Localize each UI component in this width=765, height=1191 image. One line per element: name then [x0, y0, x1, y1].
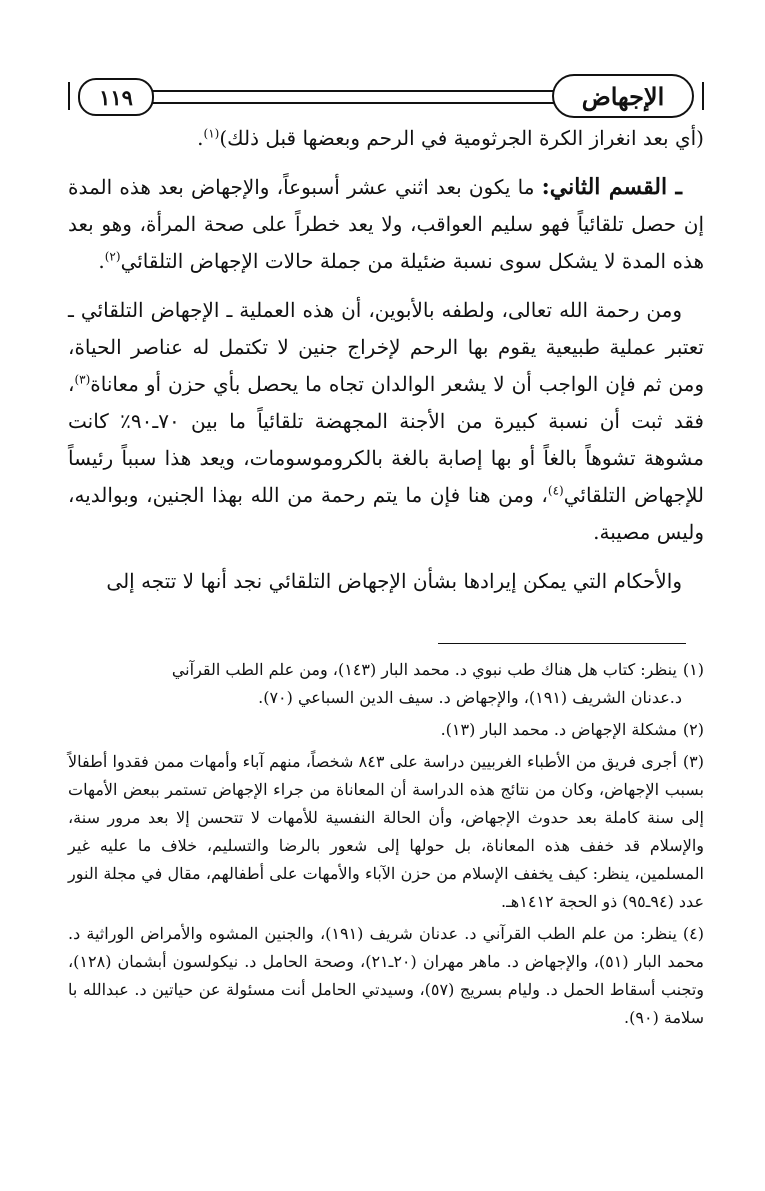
footnote-4: [68, 920, 704, 1032]
footnote-text: أجرى فريق من الأطباء الغربيين دراسة على ٨٤٣ شخصاً، منهم آباء وأمهات ممن فقدوا أطفالاً بسبب الإجهاض، وكان من نتائج هذه الدراسة أن المعاناة من جراء الإجهاض تستمر ببعض الأمهات إلى سنة كاملة بعد حدوث الإجهاض، وأن الحالة النفسية للأمهات لا تتحسن إلا بعد مرور سنة، والإسلام قد خفف هذه المعاناة، بل حولها إلى شعور بالرضا والتسليم، خلاف ما عليه غير المسلمين، ينظر: كيف يخفف الإسلام من حزن الآباء والأمهات على أطفالهم، مقال في مجلة النور عدد (٩٤ـ٩٥) ذو الحجة ١٤١٢هـ.: [68, 752, 704, 911]
paragraph-2-text: ما يكون بعد اثني عشر أسبوعاً، والإجهاض بعد هذه المدة إن حصل تلقائياً فهو سليم العواقب، ولا يعد خطراً على صحة المرأة، وهو بعد هذه المدة لا يشكل سوى نسبة ضئيلة من جملة حالات الإجهاض التلقائي: [68, 175, 704, 273]
paragraph-1-text: (أي بعد انغراز الكرة الجرثومية في الرحم وبعضها قبل ذلك): [219, 126, 704, 150]
paragraph-3-text-c: ، ومن هنا فإن ما يتم رحمة من الله بهذا الجنين، وبوالديه، وليس مصيبة.: [68, 483, 704, 544]
footnotes: [68, 656, 704, 1036]
footnote-1: [68, 656, 704, 712]
footnote-number: (٤): [682, 924, 704, 943]
footnote-ref-2[interactable]: (٢): [104, 249, 121, 264]
footnote-text: ينظر: كتاب هل هناك طب نبوي د. محمد البار (١٤٣)، ومن علم الطب القرآني: [171, 660, 677, 679]
header-right-bracket: [696, 82, 704, 110]
footnote-ref-3[interactable]: (٣): [74, 372, 91, 387]
main-text: [68, 120, 704, 612]
chapter-title: الإجهاض: [552, 74, 694, 118]
page-number: ١١٩: [78, 78, 154, 116]
footnote-text: ينظر: من علم الطب القرآني د. عدنان شريف (١٩١)، والجنين المشوه والأمراض الوراثية د. محمد البار (٥١)، والإجهاض د. ماهر مهران (٢٠ـ٢١)، وصحة الحامل د. نيكولسون أبشمان (١٢٨)، وتجنب أسقاط الحمل د. وليام بسريج (٥٧)، وسيدتي الحامل أنت مسئولة عن حياتين د. عبدالله با سلامة (٩٠).: [68, 924, 705, 1027]
footnote-number: (١): [682, 660, 704, 679]
paragraph-2: ـ القسم الثاني: ما يكون بعد اثني عشر أسبوعاً، والإجهاض بعد هذه المدة إن حصل تلقائياً فهو سليم العواقب، ولا يعد خطراً على صحة المرأة، وهو بعد هذه المدة لا يشكل سوى نسبة ضئيلة من جملة حالات الإجهاض التلقائي$^{(٢)}$.: [68, 174, 704, 273]
footnote-number: (٣): [682, 752, 704, 771]
footnote-number: (٢): [682, 720, 704, 739]
paragraph-1: (أي بعد انغراز الكرة الجرثومية في الرحم وبعضها قبل ذلك)$^{(١)}$.: [197, 126, 704, 150]
footnote-3: [68, 748, 704, 916]
paragraph-3: [68, 292, 704, 551]
page-header: [68, 72, 704, 122]
footnote-continuation: د.عدنان الشريف (١٩١)، والإجهاض د. سيف الدين السباعي (٧٠).: [258, 688, 682, 707]
footnote-ref-1[interactable]: (١): [203, 126, 220, 141]
section-heading: ـ القسم الثاني:: [541, 174, 682, 200]
paragraph-3-text-a: ومن رحمة الله تعالى، ولطفه بالأبوين، أن هذه العملية ـ الإجهاض التلقائي ـ تعتبر عملية طبيعية يقوم بها الرحم لإخراج جنين لا تكتمل له عناصر الحياة، ومن ثم فإن الواجب أن لا يشعر الوالدان تجاه ما يحصل بأي حزن أو معاناة: [68, 298, 704, 396]
header-left-bracket: [68, 82, 76, 110]
footnote-separator: [438, 643, 686, 644]
header-rule: [146, 90, 554, 104]
footnote-text: مشكلة الإجهاض د. محمد البار (١٣).: [440, 720, 677, 739]
footnote-2: [68, 716, 704, 744]
paragraph-3-text-b: ، فقد ثبت أن نسبة كبيرة من الأجنة المجهضة تلقائياً ما بين ٧٠ـ٩٠٪ كانت مشوهة تشوهاً بالغاً أو بها إصابة بالغة بالكروموسومات، ويعد هذا سبباً رئيساً للإجهاض التلقائي: [68, 372, 704, 507]
paragraph-4: والأحكام التي يمكن إيرادها بشأن الإجهاض التلقائي نجد أنها لا تتجه إلى: [106, 569, 682, 593]
footnote-ref-4[interactable]: (٤): [547, 483, 564, 498]
